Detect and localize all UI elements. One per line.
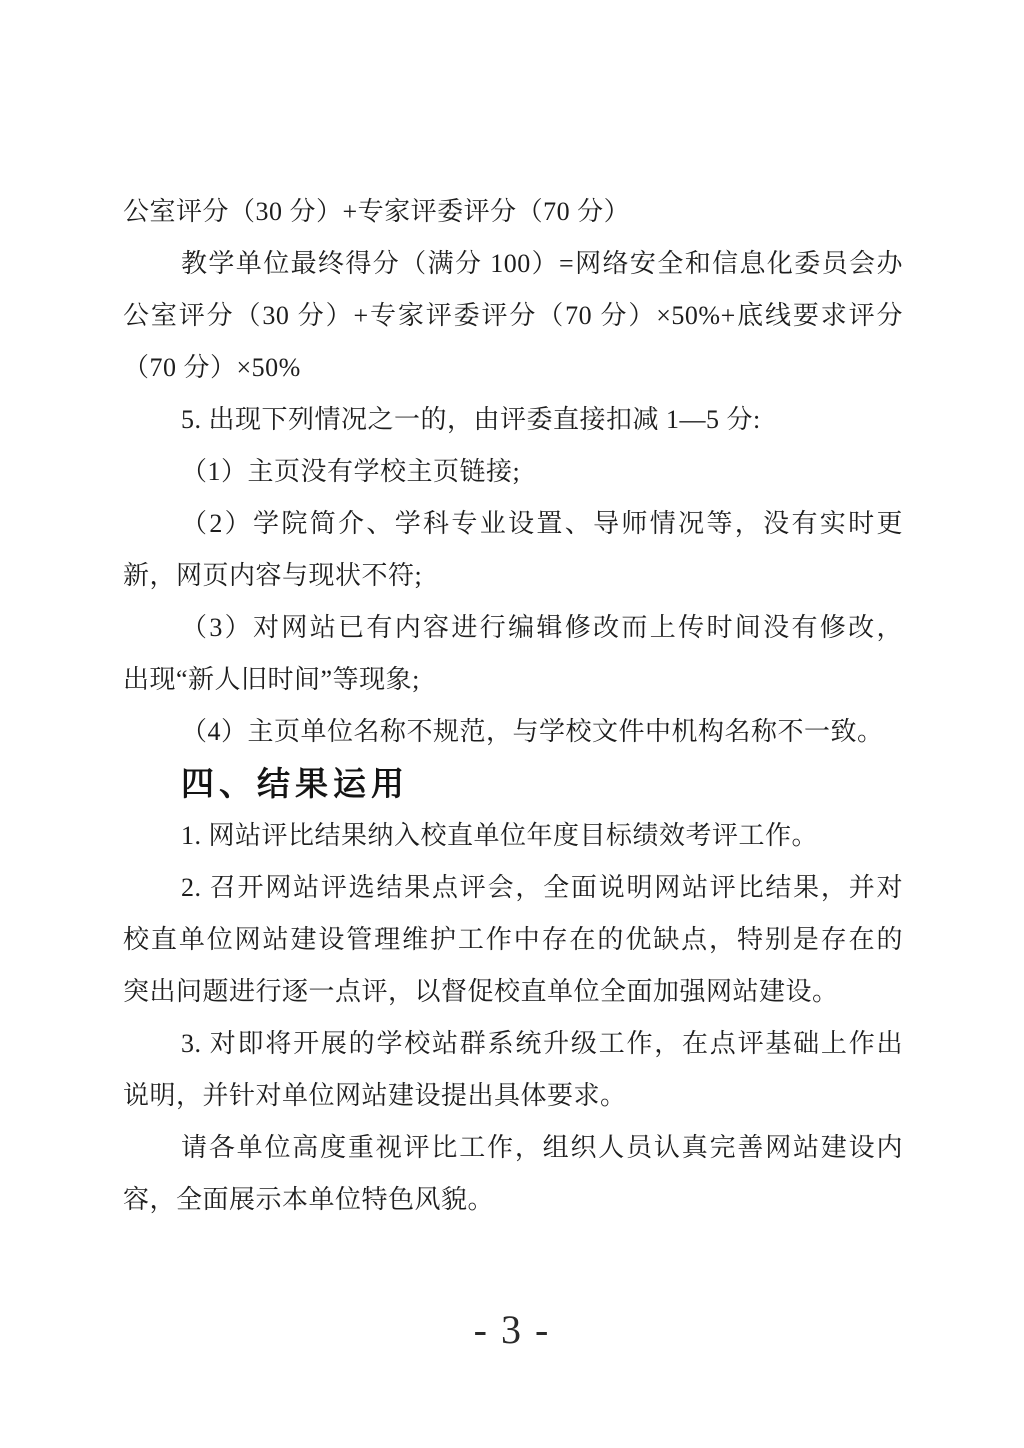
text-line: 公室评分（30 分）+专家评委评分（70 分）: [123, 197, 631, 226]
text-line: 校直单位网站建设管理维护工作中存在的优缺点，特别是存在的: [123, 925, 903, 954]
text-line: （2）学院简介、学科专业设置、导师情况等，没有实时更: [181, 509, 903, 538]
text-line: 1. 网站评比结果纳入校直单位年度目标绩效考评工作。: [181, 821, 819, 850]
text-line: 出现“新人旧时间”等现象;: [123, 665, 420, 694]
section-heading: 四、结果运用: [181, 765, 409, 802]
text-line: 公室评分（30 分）+专家评委评分（70 分）×50%+底线要求评分: [123, 301, 903, 330]
text-line: 5. 出现下列情况之一的，由评委直接扣减 1—5 分:: [181, 405, 761, 434]
text-line: （70 分）×50%: [123, 353, 301, 382]
text-line: 2. 召开网站评选结果点评会，全面说明网站评比结果，并对: [181, 873, 903, 902]
text-line: 容，全面展示本单位特色风貌。: [123, 1185, 495, 1214]
text-line: 教学单位最终得分（满分 100）=网络安全和信息化委员会办: [181, 249, 903, 278]
text-line: （3）对网站已有内容进行编辑修改而上传时间没有修改，: [181, 613, 903, 642]
text-line: 请各单位高度重视评比工作，组织人员认真完善网站建设内: [181, 1133, 903, 1162]
text-line: 说明，并针对单位网站建设提出具体要求。: [123, 1081, 627, 1110]
text-line: （4）主页单位名称不规范，与学校文件中机构名称不一致。: [181, 717, 884, 746]
text-line: （1）主页没有学校主页链接;: [181, 457, 521, 486]
text-line: 突出问题进行逐一点评，以督促校直单位全面加强网站建设。: [123, 977, 839, 1006]
page-number: - 3 -: [473, 1307, 551, 1352]
text-line: 新，网页内容与现状不符;: [123, 561, 423, 590]
document-body: [123, 186, 903, 1226]
text-line: 3. 对即将开展的学校站群系统升级工作，在点评基础上作出: [181, 1029, 903, 1058]
